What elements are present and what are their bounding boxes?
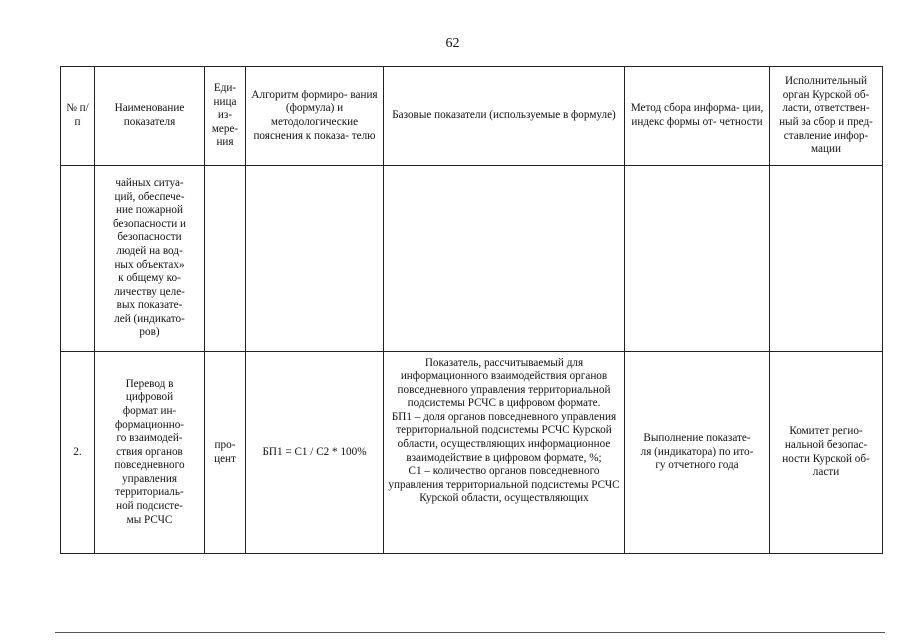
cell-responsible-authority bbox=[770, 166, 883, 352]
cell-collection-method bbox=[625, 166, 770, 352]
header-algorithm: Алгоритм формиро- вания (формула) и методологические пояснения к показа- телю bbox=[246, 67, 384, 166]
bottom-divider bbox=[55, 632, 885, 633]
base-indicator-paragraph: С1 – количество органов повседневного управления территориальной подсистемы РСЧС Курской области, осуществляющих bbox=[388, 465, 620, 505]
cell-indicator-name: чайных ситуа- ций, обеспече- ние пожарной безопасности и безопасности людей на вод- ных объектах» к общему ко- личеству целе- вых показате- лей (индикато- ров) bbox=[95, 166, 205, 352]
cell-unit: про- цент bbox=[205, 352, 246, 554]
header-indicator-name: Наименование показателя bbox=[95, 67, 205, 166]
base-indicator-paragraph: Показатель, рассчитываемый для информационного взаимодействия органов повседневного управления территориальной подсистемы РСЧС в цифровом формате. bbox=[397, 356, 611, 410]
cell-number bbox=[61, 166, 95, 352]
header-number: № п/п bbox=[61, 67, 95, 166]
cell-indicator-name: Перевод в цифровой формат ин- формационно- го взаимодей- ствия органов повседневного управления территориаль- ной подсисте- мы РСЧС bbox=[95, 352, 205, 554]
cell-algorithm bbox=[246, 166, 384, 352]
indicators-table bbox=[60, 66, 883, 554]
header-responsible-authority: Исполнительный орган Курской об- ласти, ответствен- ный за сбор и пред- ставление инфор- мации bbox=[770, 67, 883, 166]
table-header-row bbox=[61, 67, 883, 166]
table-row bbox=[61, 166, 883, 352]
cell-base-indicators bbox=[384, 352, 625, 554]
page-number: 62 bbox=[445, 36, 460, 51]
cell-collection-method: Выполнение показате- ля (индикатора) по ито- гу отчетного года bbox=[625, 352, 770, 554]
cell-number: 2. bbox=[61, 352, 95, 554]
cell-unit bbox=[205, 166, 246, 352]
header-unit: Еди- ница из- мере- ния bbox=[205, 67, 246, 166]
cell-algorithm: БП1 = С1 / С2 * 100% bbox=[246, 352, 384, 554]
base-indicator-paragraph: БП1 – доля органов повседневного управления территориальной подсистемы РСЧС Курской области, осуществляющих информационное взаимодействие в цифровом формате, %; bbox=[391, 410, 617, 464]
cell-base-indicators bbox=[384, 166, 625, 352]
header-base-indicators: Базовые показатели (используемые в формуле) bbox=[384, 67, 625, 166]
cell-responsible-authority: Комитет регио- нальной безопас- ности Курской об- ласти bbox=[770, 352, 883, 554]
table-row bbox=[61, 352, 883, 554]
header-collection-method: Метод сбора информа- ции, индекс формы от- четности bbox=[625, 67, 770, 166]
